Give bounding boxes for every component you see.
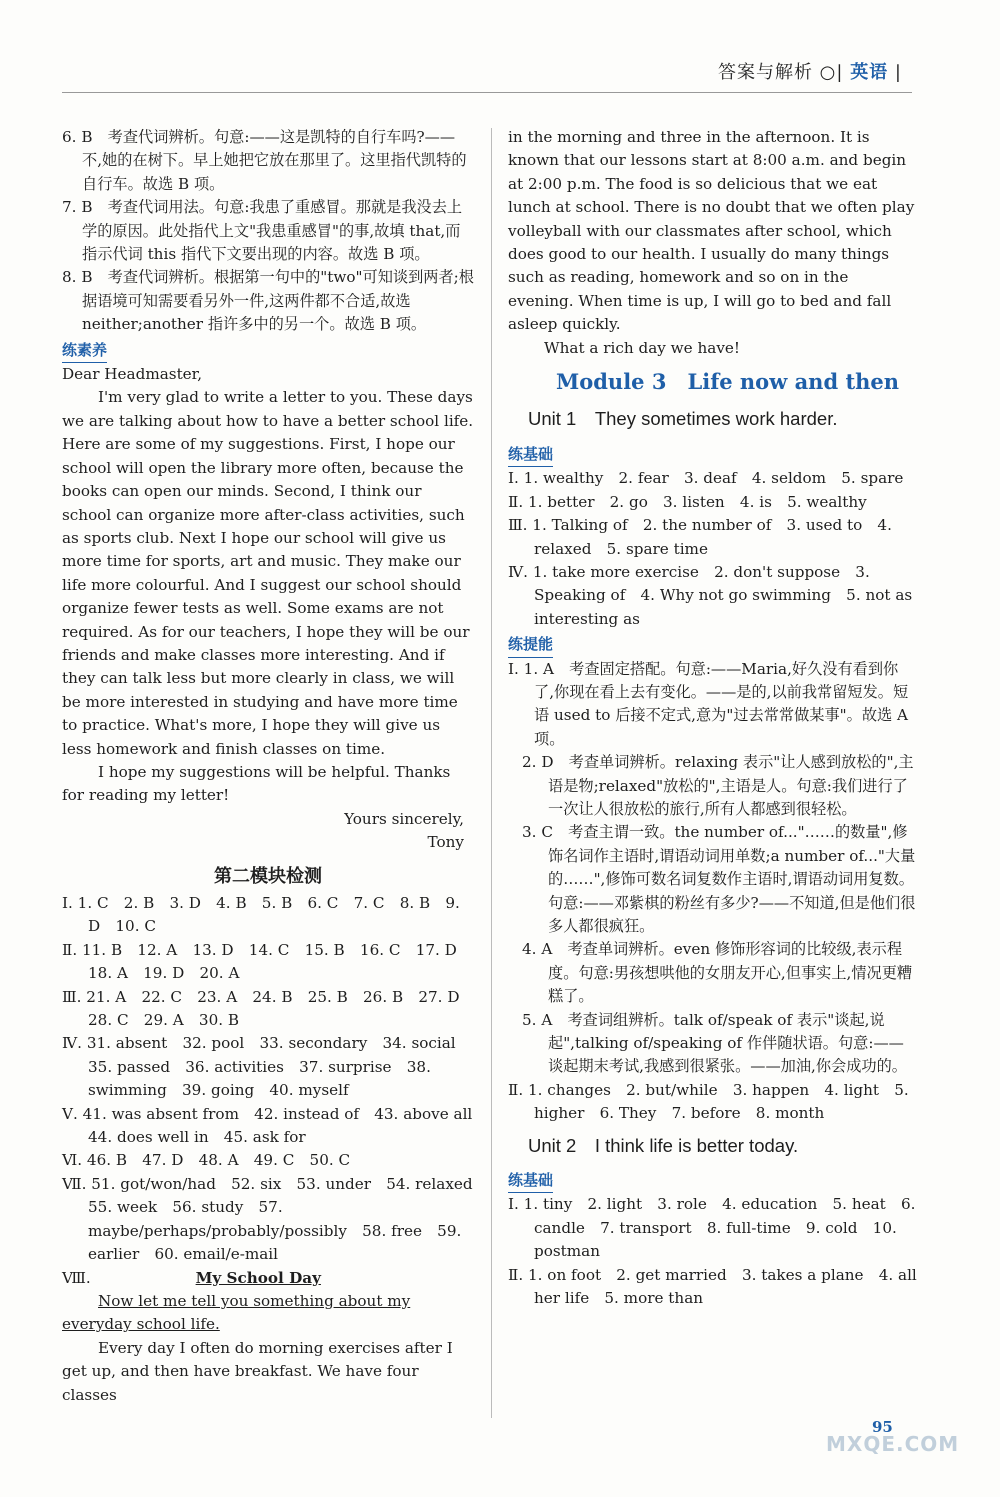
letter-signature: Tony [427,833,464,852]
unit1-part-2: Ⅱ. 1. better 2. go 3. listen 4. is 5. wealthy [508,492,867,511]
unit2-part-1: Ⅰ. 1. tiny 2. light 3. role 4. education 5. heat 6. candle 7. transport 8. full-time 9. cold 10. postman [508,1195,916,1261]
header-subject: 英语 [850,62,889,83]
column-divider [491,128,492,1418]
letter-closing: Yours sincerely, [344,809,464,828]
answers-part-1: Ⅰ. 1. C 2. B 3. D 4. B 5. B 6. C 7. C 8. B 9. D 10. C [62,894,460,936]
section-heading-ability: 练提能 [508,633,553,657]
answers-part-8-header [62,1267,474,1290]
section-heading-basics-1: 练基础 [508,443,553,467]
answer-8: 8. B 考查代词辨析。根据第一句中的"two"可知谈到两者;根据语境可知需要看另外一件,这两件都不合适,故选 neither;another 指许多中的另一个。故选 B 项。 [62,268,474,334]
answers-part-7: Ⅶ. 51. got/won/had 52. six 53. under 54. relaxed 55. week 56. study 57. maybe/perhaps/probably/possibly 58. free 59. earlier 60. email/e-mail [62,1174,488,1264]
answers-part-4: Ⅳ. 31. absent 32. pool 33. secondary 34. social 35. passed 36. activities 37. surprise 38. swimming 39. going 40. myself [62,1034,471,1100]
section-heading-suyang: 练素养 [62,339,107,363]
section-heading-basics-2: 练基础 [508,1169,553,1193]
module-title: Module 3 Life now and then [556,369,900,395]
watermark: MXQE.COM [826,1432,960,1456]
page-number: 95 [872,1418,893,1436]
essay-ending: What a rich day we have! [544,338,740,357]
letter-body: I'm very glad to write a letter to you. These days we are talking about how to have a better school life. Here are some of my suggestions. First, I hope our school will open the library more often, because the books can open our minds. Second, I think our school can organize more after-class activities, such as sports club. Next I hope our school will give us more time for sports, art and music. They make our life more colourful. And I suggest our school should organize fewer tests as well. Some exams are not required. As for our teachers, I hope they will be our friends and make classes more interesting. And if they can talk less but more clearly in class, we will be more interested in studying and have more time to practice. What's more, I hope they will give us less homework and finish classes on time. [62,388,474,758]
essay-paragraph-2: Every day I often do morning exercises after I get up, and then have breakfast. We have four classes [62,1338,453,1404]
essay-continued: in the morning and three in the afternoon. It is known that our lessons start at 8:00 a.m. and begin at 2:00 p.m. The food is so delicious that we eat lunch at school. There is no doubt that we often play volleyball with our classmates after school, which does good to our health. I usually do many things such as reading, homework and so on in the evening. When time is up, I will go to bed and fall asleep quickly. [508,128,915,334]
running-header [718,58,902,84]
header-rule [62,92,912,93]
answers-part-6: Ⅵ. 46. B 47. D 48. A 49. C 50. C [62,1151,351,1170]
unit-2-title: Unit 2 I think life is better today. [528,1134,799,1156]
letter-salutation: Dear Headmaster, [62,365,203,384]
unit2-part-2: Ⅱ. 1. on foot 2. get married 3. takes a plane 4. all her life 5. more than [508,1265,917,1308]
part-8-label: Ⅷ. [62,1268,91,1287]
letter-closing-paragraph: I hope my suggestions will be helpful. Thanks for reading my letter! [62,762,451,805]
ability-answer-3: 3. C 考查主谓一致。the number of..."……的数量",修饰名词作主语时,谓语动词用单数;a number of..."大量的……",修饰可数名词复数作主语时,谓语动词用复数。句意:——邓紫棋的粉丝有多少?——不知道,但是他们很多人都很疯狂。 [522,823,916,935]
answer-7: 7. B 考查代词用法。句意:我患了重感冒。那就是我没去上学的原因。此处指代上文"我患重感冒"的事,故填 that,而指示代词 this 指代下文要出现的内容。故选 B 项。 [62,198,463,264]
ability-answer-2: 2. D 考查单词辨析。relaxing 表示"让人感到放松的",主语是物;relaxed"放松的",主语是人。句意:我们进行了一次让人很放松的旅行,所有人都感到很轻松。 [522,753,914,818]
ability-answer-5: 5. A 考查词组辨析。talk of/speak of 表示"谈起,说起",talking of/speaking of 作伴随状语。句意:——谈起期末考试,我感到很紧张。——加油,你会成功的。 [522,1010,907,1076]
unit1-part-1: Ⅰ. 1. wealthy 2. fear 3. deaf 4. seldom 5. spare [508,469,904,488]
answer-6: 6. B 考查代词辨析。句意:——这是凯特的自行车吗?——不,她的在树下。早上她把它放在那里了。这里指代凯特的自行车。故选 B 项。 [62,128,467,193]
ability-part-2: Ⅱ. 1. changes 2. but/while 3. happen 4. light 5. higher 6. They 7. before 8. month [508,1080,909,1123]
module-test-title: 第二模块检测 [214,865,322,887]
essay-title: My School Day [195,1268,321,1287]
ability-answer-4: 4. A 考查单词辨析。even 修饰形容词的比较级,表示程度。句意:男孩想哄他的女朋友开心,但事实上,情况更糟糕了。 [522,940,913,1006]
right-column [508,126,918,1311]
answers-part-3: Ⅲ. 21. A 22. C 23. A 24. B 25. B 26. B 27. D 28. C 29. A 30. B [62,987,475,1030]
essay-paragraph-1: Now let me tell you something about my everyday school life. [62,1291,411,1334]
ability-answer-1: Ⅰ. 1. A 考查固定搭配。句意:——Maria,好久没有看到你了,你现在看上去有变化。——是的,以前我常留短发。短语 used to 后接不定式,意为"过去常常做某事"。故选 A 项。 [508,659,909,748]
answers-part-5: Ⅴ. 41. was absent from 42. instead of 43. above all 44. does well in 45. ask for [62,1104,488,1147]
unit1-part-4: Ⅳ. 1. take more exercise 2. don't suppose 3. Speaking of 4. Why not go swimming 5. not as interesting as [508,562,913,628]
unit1-part-3: Ⅲ. 1. Talking of 2. the number of 3. used to 4. relaxed 5. spare time [508,516,892,558]
header-tail: | [894,62,902,83]
left-column [62,126,488,1407]
unit-1-title: Unit 1 They sometimes work harder. [528,408,838,430]
header-title: 答案与解析 ○| [717,62,844,83]
answers-part-2: Ⅱ. 11. B 12. A 13. D 14. C 15. B 16. C 17. D 18. A 19. D 20. A [62,940,473,983]
